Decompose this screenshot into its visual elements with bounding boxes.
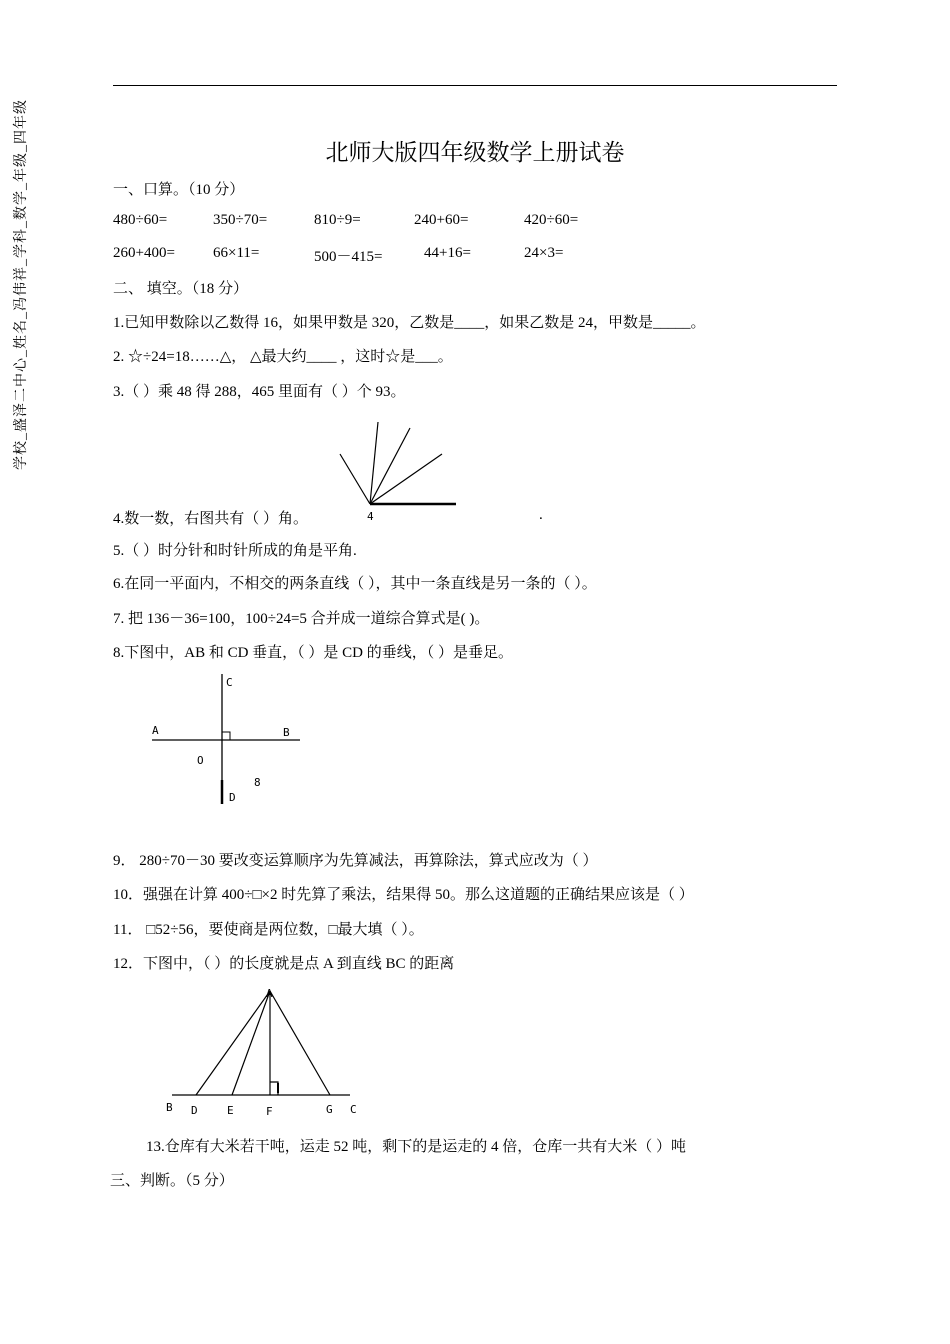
perpendicular-figure: [140, 670, 310, 810]
point-e-label: E: [227, 1104, 234, 1117]
header-rule: [113, 85, 837, 86]
question-11: 11． □52÷56，要使商是两位数，□最大填（ ）。: [113, 922, 424, 938]
question-10: 10．强强在计算 400÷□×2 时先算了乘法，结果得 50。那么这道题的正确结果应该是（ ）: [113, 887, 694, 903]
question-2: 2. ☆÷24=18……△， △最大约____ ，这时☆是___。: [113, 349, 453, 365]
point-g-label: G: [326, 1103, 333, 1116]
question-3: 3.（ ）乘 48 得 288，465 里面有（ ）个 93。: [113, 384, 406, 400]
point-d-label: D: [229, 791, 236, 804]
question-7: 7. 把 136－36=100，100÷24=5 合并成一道综合算式是( )。: [113, 611, 490, 627]
oral-calc-item: 500－415=: [314, 249, 383, 265]
question-13: 13.仓库有大米若干吨，运走 52 吨，剩下的是运走的 4 倍，仓库一共有大米（ ）吨: [146, 1139, 687, 1155]
point-o-label: O: [197, 754, 204, 767]
angles-figure-label: 4: [367, 510, 374, 523]
point-b-label: B: [283, 726, 290, 739]
question-4-tail: .: [539, 507, 543, 523]
question-9: 9． 280÷70－30 要改变运算顺序为先算减法，再算除法，算式应改为（ ）: [113, 853, 598, 869]
oral-calc-item: 260+400=: [113, 245, 175, 261]
question-4: 4.数一数，右图共有（ ）角。: [113, 511, 309, 527]
figure-number-label: 8: [254, 776, 261, 789]
question-5: 5.（ ）时分针和时针所成的角是平角.: [113, 543, 357, 559]
question-6: 6.在同一平面内，不相交的两条直线（ ），其中一条直线是另一条的（ ）。: [113, 576, 597, 592]
question-1: 1.已知甲数除以乙数得 16，如果甲数是 320，乙数是____，如果乙数是 24，甲数是_____。: [113, 315, 706, 331]
page-title: 北师大版四年级数学上册试卷: [325, 140, 625, 166]
oral-calc-item: 480÷60=: [113, 212, 168, 228]
point-c-label: C: [226, 676, 233, 689]
point-c-label: C: [350, 1103, 357, 1116]
oral-calc-item: 44+16=: [424, 245, 471, 261]
section2-heading: 二、 填空。（18 分）: [113, 281, 249, 297]
angles-figure: [330, 420, 470, 526]
oral-calc-item: 24×3=: [524, 245, 564, 261]
point-b-label: B: [166, 1101, 173, 1114]
oral-calc-item: 420÷60=: [524, 212, 579, 228]
question-8: 8.下图中，AB 和 CD 垂直，（ ）是 CD 的垂线，（ ）是垂足。: [113, 645, 514, 661]
section3-heading: 三、判断。（5 分）: [110, 1173, 234, 1189]
point-a-label: A: [152, 724, 159, 737]
section1-heading: 一、口算。（10 分）: [113, 182, 245, 198]
point-f-label: F: [266, 1105, 273, 1118]
student-info-margin: 学校_盛泽二中心_姓名_冯伟祥_学科_数学_年级_四年级: [14, 99, 29, 470]
oral-calc-item: 350÷70=: [213, 212, 268, 228]
question-12: 12．下图中，（ ）的长度就是点 A 到直线 BC 的距离: [113, 956, 455, 972]
point-a-label: A: [266, 987, 273, 1000]
triangle-figure: [160, 985, 370, 1120]
oral-calc-item: 810÷9=: [314, 212, 361, 228]
point-d-label: D: [191, 1104, 198, 1117]
oral-calc-item: 240+60=: [414, 212, 469, 228]
oral-calc-item: 66×11=: [213, 245, 260, 261]
